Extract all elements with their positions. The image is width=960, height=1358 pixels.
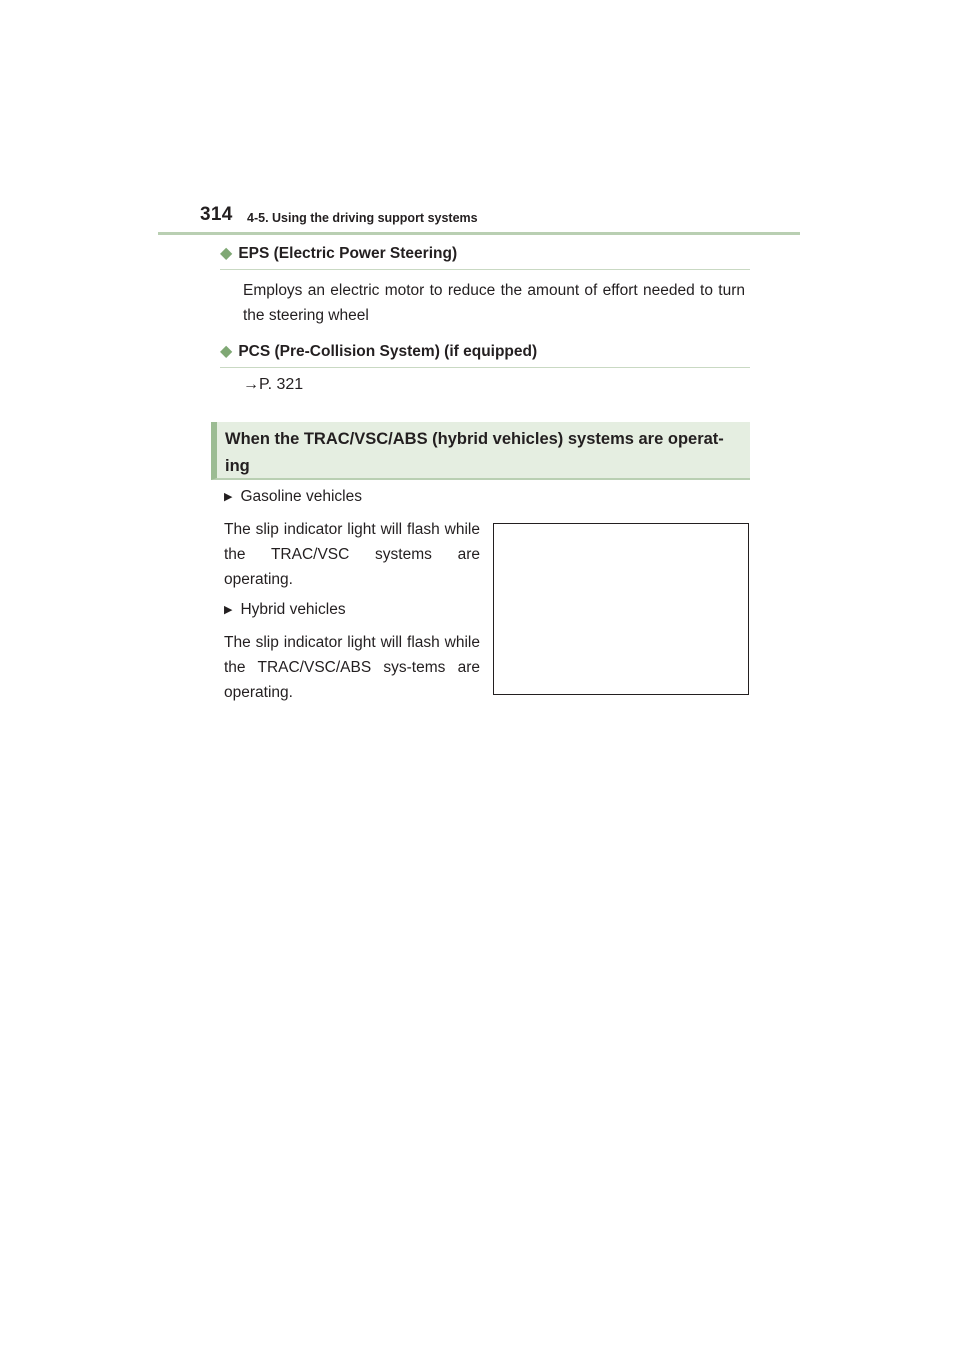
page-number: 314 xyxy=(200,204,233,225)
pcs-page-reference[interactable] xyxy=(243,376,303,394)
triangle-bullet-icon: ▶ xyxy=(224,491,233,503)
eps-heading xyxy=(220,243,750,270)
section-header: 4-5. Using the driving support systems xyxy=(247,211,478,225)
slip-indicator-illustration xyxy=(493,523,749,695)
diamond-icon: ◆ xyxy=(220,343,233,360)
gasoline-label-text: Gasoline vehicles xyxy=(240,488,362,505)
diamond-icon: ◆ xyxy=(220,245,233,262)
gasoline-label xyxy=(224,488,362,506)
eps-body: Employs an electric motor to reduce the amount of effort needed to turn the steering wheel xyxy=(243,282,745,324)
callout-title: When the TRAC/VSC/ABS (hybrid vehicles) systems are operat-ing xyxy=(211,422,750,480)
header-rule xyxy=(158,232,800,235)
pcs-page-reference-text: P. 321 xyxy=(259,376,304,393)
hybrid-label xyxy=(224,601,346,619)
hybrid-label-text: Hybrid vehicles xyxy=(240,601,346,618)
triangle-bullet-icon: ▶ xyxy=(224,604,233,616)
eps-heading-text: EPS (Electric Power Steering) xyxy=(238,245,458,262)
gasoline-body: The slip indicator light will flash while the TRAC/VSC systems are operating. xyxy=(224,521,480,588)
pcs-heading xyxy=(220,341,750,368)
hybrid-body: The slip indicator light will flash while the TRAC/VSC/ABS sys-tems are operating. xyxy=(224,634,480,701)
pcs-heading-text: PCS (Pre-Collision System) (if equipped) xyxy=(238,343,538,360)
arrow-right-icon: → xyxy=(243,376,259,393)
